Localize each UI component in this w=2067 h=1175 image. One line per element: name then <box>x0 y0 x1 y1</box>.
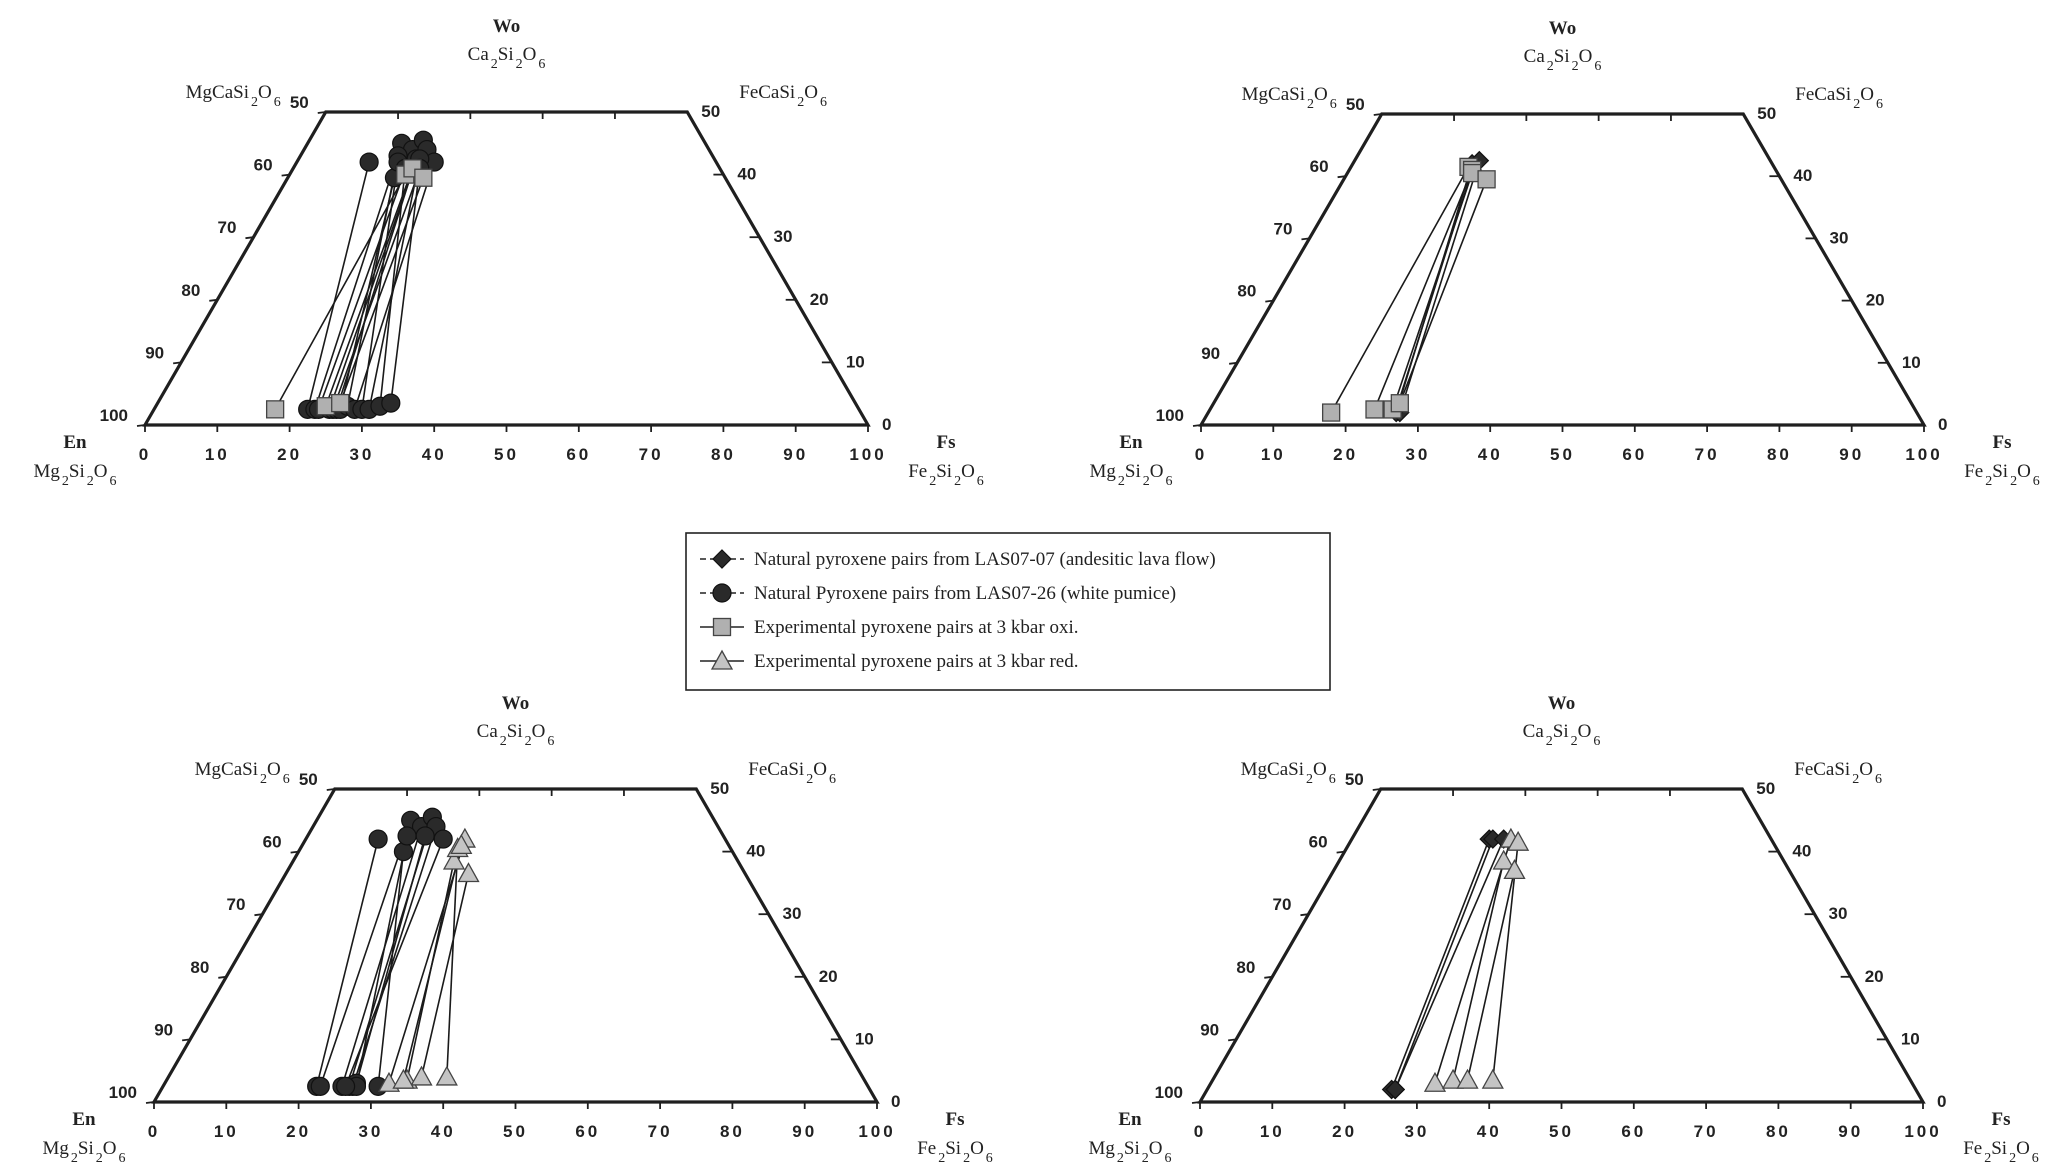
tie-line <box>1395 839 1503 1089</box>
panel-top-left <box>34 16 984 489</box>
opx-point <box>1425 1073 1445 1091</box>
bottom-tick-label: 10 <box>213 1122 239 1141</box>
fs-apex-label: Fs <box>1992 432 2012 453</box>
tie-lines <box>1392 839 1519 1089</box>
hd-corner-label: FeCaSi $_2$O $_6$ <box>1794 759 1882 787</box>
cpx-point <box>369 830 387 848</box>
hd-corner-label: FeCaSi $_2$O $_6$ <box>1795 84 1883 112</box>
left-tick <box>1337 852 1345 853</box>
left-tick <box>1338 176 1346 177</box>
cpx-point <box>434 830 452 848</box>
left-tick <box>1229 363 1237 364</box>
bottom-tick-label: 90 <box>1838 1122 1864 1141</box>
hd-corner-label: FeCaSi $_2$O $_6$ <box>739 82 827 110</box>
tie-lines <box>317 817 469 1086</box>
bottom-tick-label: 60 <box>575 1122 601 1141</box>
panel-bottom-left <box>43 693 993 1166</box>
bottom-tick-label: 70 <box>647 1122 673 1141</box>
right-tick-label: 20 <box>1865 290 1885 310</box>
cpx-point <box>398 827 416 845</box>
en-apex-label: En <box>63 432 87 453</box>
left-tick <box>291 852 299 853</box>
tie-line <box>1393 173 1473 409</box>
left-tick-label: 90 <box>1201 343 1221 363</box>
bottom-tick-label: 30 <box>349 445 375 464</box>
left-tick-label: 70 <box>226 895 246 915</box>
bottom-tick-label: 30 <box>1404 1122 1430 1141</box>
left-tick-label: 100 <box>1155 406 1184 425</box>
opx-point <box>1483 1070 1503 1088</box>
bottom-tick-label: 50 <box>494 445 519 464</box>
right-tick-label: 40 <box>1792 841 1812 861</box>
bottom-tick-label: 30 <box>1405 445 1431 464</box>
bottom-tick-label: 80 <box>719 1122 745 1141</box>
opx-point <box>412 1067 432 1085</box>
right-tick-label: 30 <box>773 227 793 247</box>
left-tick <box>245 237 253 238</box>
en-apex-label: En <box>72 1109 96 1130</box>
fs-formula: Fe $_2$Si $_2$O $_6$ <box>1964 461 2040 489</box>
bottom-tick-label: 0 <box>1194 445 1208 464</box>
legend <box>686 533 1330 690</box>
en-apex-label: En <box>1118 1109 1142 1130</box>
legend-item <box>700 651 1078 672</box>
right-tick-label: 20 <box>818 966 838 986</box>
left-tick-label: 80 <box>1236 957 1256 977</box>
bottom-tick-label: 70 <box>638 445 664 464</box>
legend-label: Natural pyroxene pairs from LAS07-07 (andesitic lava flow) <box>754 549 1216 570</box>
right-tick-label: 50 <box>701 102 721 121</box>
di-corner-label: MgCaSi $_2$O $_6$ <box>185 82 281 110</box>
bottom-tick-label: 20 <box>286 1122 312 1141</box>
left-tick <box>137 425 145 426</box>
left-tick-label: 50 <box>298 770 318 789</box>
wo-apex-label: Wo <box>501 693 530 714</box>
wo-apex-label: Wo <box>1548 18 1577 39</box>
left-tick-label: 100 <box>99 406 128 425</box>
di-corner-label: MgCaSi $_2$O $_6$ <box>1241 84 1337 112</box>
tie-line <box>340 178 423 403</box>
bottom-tick-label: 50 <box>1550 445 1575 464</box>
en-formula: Mg $_2$Si $_2$O $_6$ <box>1088 1138 1172 1166</box>
left-tick <box>209 300 217 301</box>
right-tick-label: 10 <box>1900 1029 1920 1049</box>
left-tick-label: 100 <box>1154 1083 1183 1102</box>
opx-point <box>1366 401 1383 418</box>
left-tick-label: 60 <box>1308 832 1328 852</box>
bottom-tick-label: 20 <box>1333 445 1359 464</box>
right-tick-label: 0 <box>882 415 892 434</box>
wo-apex-label: Wo <box>492 16 521 37</box>
left-tick <box>1265 301 1273 302</box>
panel-bottom-right <box>1089 693 2039 1166</box>
bottom-tick-label: 60 <box>1621 1122 1647 1141</box>
cpx-point <box>360 153 378 171</box>
tie-line <box>1400 161 1480 413</box>
left-tick-label: 60 <box>1309 157 1329 177</box>
bottom-tick-label: 0 <box>1193 1122 1207 1141</box>
left-tick <box>327 789 335 790</box>
bottom-tick-label: 80 <box>1766 445 1792 464</box>
bottom-tick-label: 10 <box>204 445 230 464</box>
right-tick-label: 30 <box>782 904 802 924</box>
fs-formula: Fe $_2$Si $_2$O $_6$ <box>1963 1138 2039 1166</box>
bottom-tick-label: 40 <box>421 445 447 464</box>
left-tick-label: 50 <box>1345 95 1365 114</box>
bottom-tick-label: 70 <box>1693 1122 1719 1141</box>
di-corner-label: MgCaSi $_2$O $_6$ <box>1240 759 1336 787</box>
en-formula: Mg $_2$Si $_2$O $_6$ <box>42 1138 126 1166</box>
left-tick <box>1193 425 1201 426</box>
right-tick-label: 10 <box>1901 352 1921 372</box>
left-tick-label: 60 <box>262 832 282 852</box>
bottom-tick-label: 10 <box>1260 445 1286 464</box>
fs-formula: Fe $_2$Si $_2$O $_6$ <box>908 461 984 489</box>
cpx-point <box>415 169 432 186</box>
bottom-tick-label: 90 <box>792 1122 818 1141</box>
left-tick-label: 50 <box>289 93 309 112</box>
right-tick-label: 50 <box>1756 779 1776 798</box>
opx-point <box>267 401 284 418</box>
right-tick-label: 10 <box>845 352 865 372</box>
wo-formula: Ca $_2$Si $_2$O $_6$ <box>476 721 555 749</box>
left-tick-label: 50 <box>1344 770 1364 789</box>
wo-formula: Ca $_2$Si $_2$O $_6$ <box>467 44 546 72</box>
di-corner-label: MgCaSi $_2$O $_6$ <box>194 759 290 787</box>
left-tick-label: 80 <box>190 957 210 977</box>
left-tick <box>1300 914 1308 915</box>
legend-label: Natural Pyroxene pairs from LAS07-26 (white pumice) <box>754 583 1177 604</box>
left-tick <box>1373 789 1381 790</box>
opx-point <box>311 1077 329 1095</box>
bottom-tick-label: 80 <box>710 445 736 464</box>
opx-point <box>1391 395 1408 412</box>
left-tick-label: 90 <box>154 1020 174 1040</box>
en-formula: Mg $_2$Si $_2$O $_6$ <box>33 461 117 489</box>
left-tick <box>282 175 290 176</box>
bottom-tick-label: 40 <box>430 1122 456 1141</box>
fs-apex-label: Fs <box>1991 1109 2011 1130</box>
tie-line <box>1375 170 1473 409</box>
fs-formula: Fe $_2$Si $_2$O $_6$ <box>917 1138 993 1166</box>
left-tick-label: 70 <box>1273 219 1293 239</box>
opx-point <box>332 395 349 412</box>
left-tick <box>254 914 262 915</box>
left-tick-label: 80 <box>181 280 201 300</box>
panel-top-right <box>1090 18 2040 489</box>
en-apex-label: En <box>1119 432 1143 453</box>
right-tick-label: 0 <box>891 1092 901 1111</box>
left-tick <box>1301 238 1309 239</box>
bottom-tick-label: 30 <box>358 1122 384 1141</box>
legend-item <box>700 549 1216 570</box>
opx-point <box>382 394 400 412</box>
legend-label: Experimental pyroxene pairs at 3 kbar red. <box>754 651 1079 672</box>
left-tick-label: 60 <box>253 155 273 175</box>
bottom-tick-label: 90 <box>783 445 809 464</box>
left-tick <box>146 1102 154 1103</box>
left-tick <box>1374 114 1382 115</box>
right-tick-label: 40 <box>1793 166 1813 186</box>
fs-apex-label: Fs <box>945 1109 965 1130</box>
cpx-point <box>1478 171 1495 188</box>
left-tick-label: 90 <box>1200 1020 1220 1040</box>
cpx-point <box>416 827 434 845</box>
right-tick-label: 40 <box>746 841 766 861</box>
bottom-tick-label: 0 <box>138 445 152 464</box>
right-tick-label: 40 <box>737 164 757 184</box>
bottom-tick-label: 70 <box>1694 445 1720 464</box>
legend-item <box>700 617 1078 638</box>
bottom-tick-label: 100 <box>849 445 887 464</box>
bottom-tick-label: 100 <box>858 1122 896 1141</box>
bottom-tick-label: 100 <box>1904 1122 1942 1141</box>
legend-marker-circle <box>713 584 731 602</box>
left-tick-label: 70 <box>1272 895 1292 915</box>
left-tick <box>1228 1039 1236 1040</box>
left-tick <box>1264 977 1272 978</box>
en-formula: Mg $_2$Si $_2$O $_6$ <box>1089 461 1173 489</box>
bottom-tick-label: 50 <box>1549 1122 1574 1141</box>
left-tick <box>1192 1102 1200 1103</box>
fs-apex-label: Fs <box>936 432 956 453</box>
left-tick-label: 80 <box>1237 281 1257 301</box>
bottom-tick-label: 0 <box>147 1122 161 1141</box>
bottom-tick-label: 10 <box>1259 1122 1285 1141</box>
opx-point <box>1323 404 1340 421</box>
wo-formula: Ca $_2$Si $_2$O $_6$ <box>1522 721 1601 749</box>
right-tick-label: 30 <box>1828 904 1848 924</box>
right-tick-label: 50 <box>1757 104 1777 123</box>
tie-lines <box>1331 161 1486 413</box>
opx-point <box>337 1077 355 1095</box>
bottom-tick-label: 90 <box>1839 445 1865 464</box>
wo-formula: Ca $_2$Si $_2$O $_6$ <box>1523 46 1602 74</box>
opx-point <box>1458 1070 1478 1088</box>
left-tick-label: 100 <box>108 1083 137 1102</box>
right-tick-label: 0 <box>1937 1092 1947 1111</box>
legend-item <box>700 583 1176 604</box>
tie-line <box>1331 167 1468 413</box>
bottom-tick-label: 40 <box>1477 445 1503 464</box>
bottom-tick-label: 40 <box>1476 1122 1502 1141</box>
bottom-tick-label: 100 <box>1905 445 1943 464</box>
right-tick-label: 30 <box>1829 228 1849 248</box>
tie-line <box>347 156 398 406</box>
bottom-tick-label: 50 <box>503 1122 528 1141</box>
tie-line <box>353 827 436 1087</box>
left-tick <box>173 362 181 363</box>
right-tick-label: 20 <box>809 289 829 309</box>
hd-corner-label: FeCaSi $_2$O $_6$ <box>748 759 836 787</box>
right-tick-label: 0 <box>1938 415 1948 434</box>
right-tick-label: 20 <box>1864 966 1884 986</box>
left-tick <box>318 112 326 113</box>
cpx-point <box>394 843 412 861</box>
legend-marker-square <box>714 619 731 636</box>
legend-label: Experimental pyroxene pairs at 3 kbar oxi. <box>754 617 1079 638</box>
left-tick-label: 90 <box>145 343 165 363</box>
bottom-tick-label: 60 <box>566 445 592 464</box>
bottom-tick-label: 80 <box>1765 1122 1791 1141</box>
wo-apex-label: Wo <box>1547 693 1576 714</box>
left-tick <box>218 977 226 978</box>
tie-line <box>317 839 378 1086</box>
left-tick-label: 70 <box>217 218 237 238</box>
bottom-tick-label: 20 <box>1332 1122 1358 1141</box>
bottom-tick-label: 20 <box>277 445 303 464</box>
right-tick-label: 10 <box>854 1029 874 1049</box>
left-tick <box>182 1039 190 1040</box>
tie-line <box>275 175 405 410</box>
bottom-tick-label: 60 <box>1622 445 1648 464</box>
right-tick-label: 50 <box>710 779 730 798</box>
opx-point <box>437 1067 457 1085</box>
